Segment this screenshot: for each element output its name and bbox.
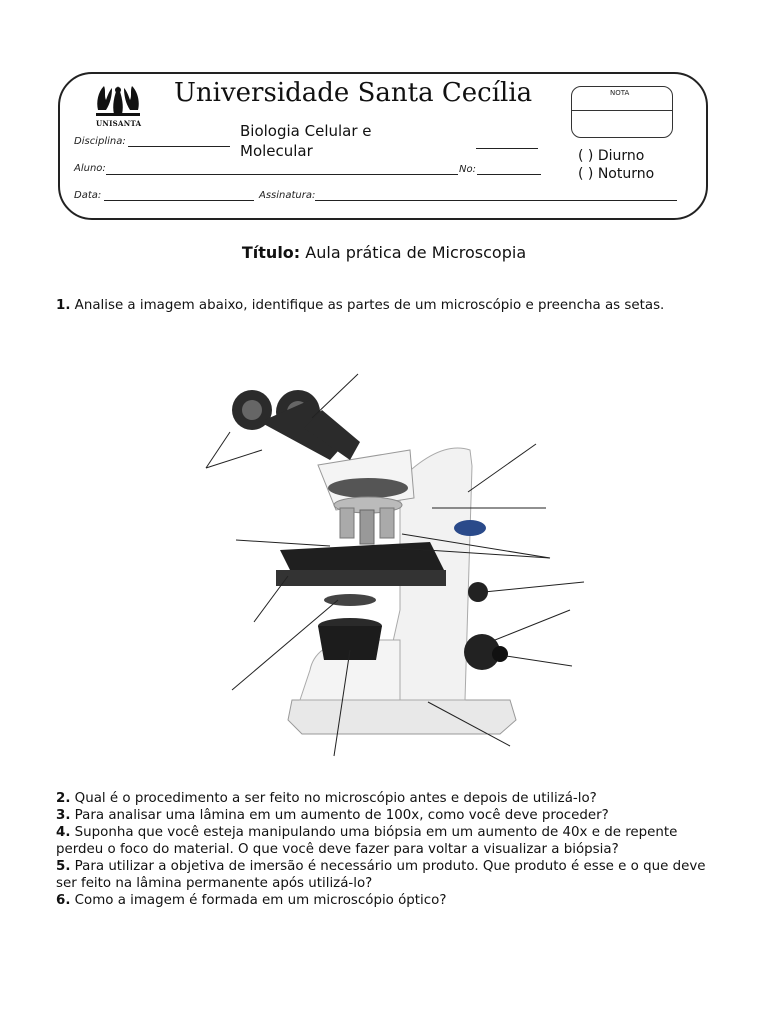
question-number: 2. (56, 791, 71, 806)
question-5 (56, 858, 716, 892)
question-3 (56, 807, 716, 824)
date-label: Data: (74, 190, 102, 201)
unisanta-logo (92, 80, 144, 120)
questions-list (56, 790, 716, 909)
number-line[interactable] (477, 174, 541, 175)
question-4 (56, 824, 716, 858)
student-label: Aluno: (74, 163, 106, 174)
discipline-value: Biologia Celular e Molecular (240, 122, 372, 160)
question-text: Para utilizar a objetiva de imersão é necessário um produto. Que produto é esse e o que deve ser feito na lâmina permanente após utilizá-lo? (56, 859, 706, 891)
grade-label: NOTA (610, 89, 630, 97)
question-text: Para analisar uma lâmina em um aumento de 100x, como você deve proceder? (74, 808, 609, 823)
question-2 (56, 790, 716, 807)
microscope-base (288, 700, 516, 734)
question-number: 6. (56, 893, 71, 908)
signature-label: Assinatura: (259, 190, 316, 201)
title-text: Aula prática de Microscopia (305, 243, 527, 262)
discipline-line[interactable] (128, 146, 230, 147)
page-title (0, 243, 768, 262)
question-6 (56, 892, 716, 909)
question-1 (56, 297, 716, 314)
shift-night-option[interactable]: ( ) Noturno (578, 166, 655, 182)
question-text: Analise a imagem abaixo, identifique as partes de um microscópio e preencha as setas. (74, 298, 665, 313)
discipline-label: Disciplina: (74, 136, 126, 147)
title-label: Título: (241, 243, 301, 262)
microscope-illustration (200, 370, 590, 760)
question-text: Como a imagem é formada em um microscópio óptico? (74, 893, 447, 908)
question-number: 3. (56, 808, 71, 823)
student-name-line[interactable] (106, 174, 458, 175)
eyepieces (232, 390, 360, 460)
university-name: Universidade Santa Cecília (174, 78, 533, 108)
grade-box-divider (572, 110, 672, 111)
question-number: 1. (56, 298, 71, 313)
date-line[interactable] (104, 200, 254, 201)
discipline-extra-line (476, 148, 538, 149)
signature-line[interactable] (315, 200, 677, 201)
question-text: Qual é o procedimento a ser feito no microscópio antes e depois de utilizá-lo? (74, 791, 597, 806)
number-label: No: (459, 164, 476, 175)
question-number: 4. (56, 825, 71, 840)
question-text: Suponha que você esteja manipulando uma biópsia em um aumento de 40x e de repente perdeu o foco do material. O que você deve fazer para voltar a visualizar a biópsia? (56, 825, 678, 857)
question-number: 5. (56, 859, 71, 874)
logo-label: UNISANTA (96, 119, 142, 128)
shift-day-option[interactable]: ( ) Diurno (578, 148, 645, 164)
